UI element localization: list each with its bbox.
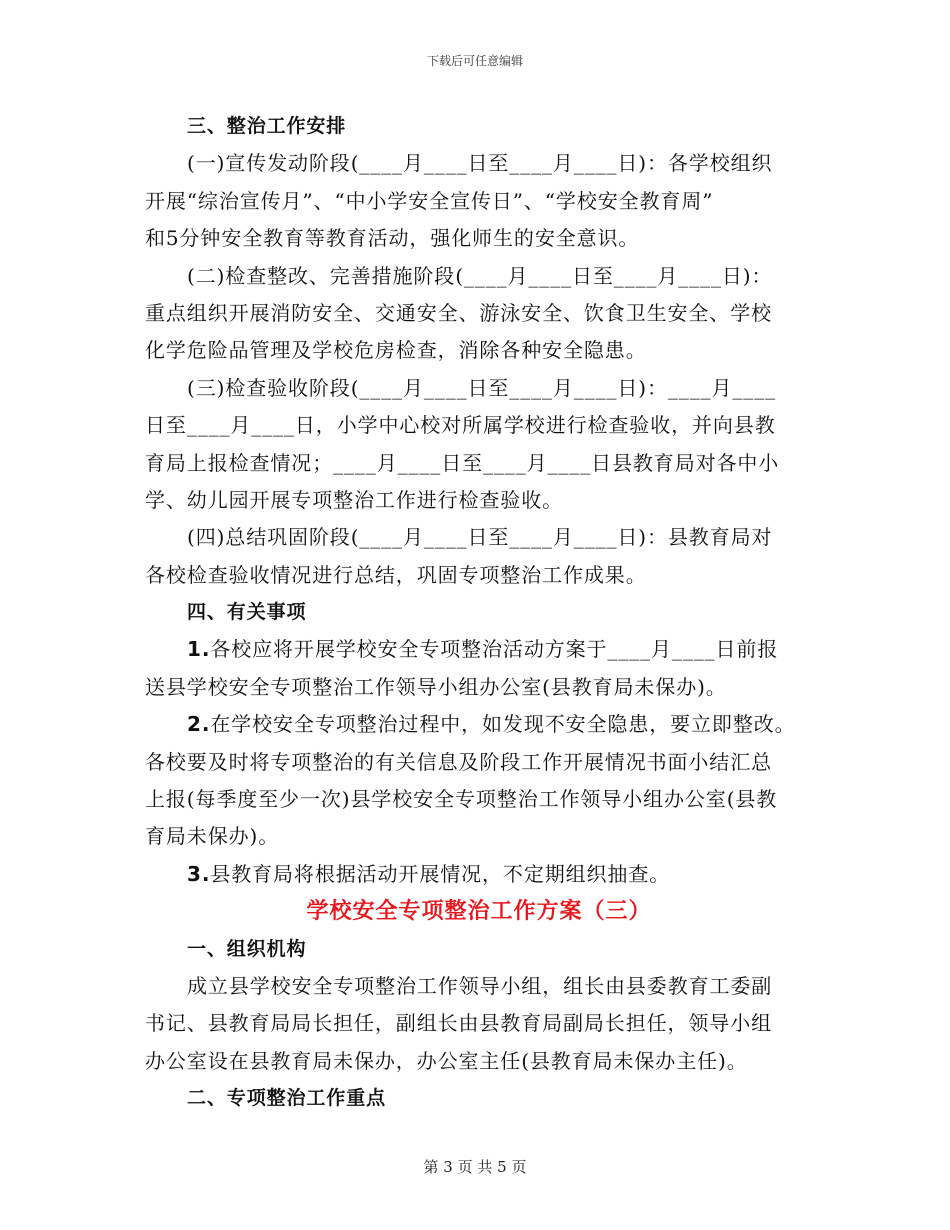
paragraph-line: (二)检查整改、完善措施阶段(____月____日至____月____日)： bbox=[187, 263, 773, 288]
paragraph-line: 成立县学校安全专项整治工作领导小组，组长由县委教育工委副 bbox=[187, 973, 773, 998]
list-item-text: 在学校安全专项整治过程中，如发现不安全隐患，要立即整改。 bbox=[210, 712, 796, 737]
paragraph-line: (四)总结巩固阶段(____月____日至____月____日)：县教育局对 bbox=[187, 525, 773, 550]
paragraph-line: 学、幼儿园开展专项整治工作进行检查验收。 bbox=[145, 487, 563, 512]
paragraph-line: 书记、县教育局局长担任，副组长由县教育局副局长担任，领导小组 bbox=[145, 1011, 772, 1036]
paragraph-line: 育局上报检查情况；____月____日至____月____日县教育局对各中小 bbox=[145, 450, 780, 475]
paragraph-line: 日至____月____日，小学中心校对所属学校进行检查验收，并向县教 bbox=[145, 413, 776, 438]
paragraph-line: 育局未保办)。 bbox=[145, 824, 280, 849]
list-item-text: 县教育局将根据活动开展情况，不定期组织抽查。 bbox=[210, 861, 671, 886]
list-item-text: 各校应将开展学校安全专项整治活动方案于____月____日前报 bbox=[210, 637, 779, 662]
paragraph-line: (三)检查验收阶段(____月____日至____月____日)：____月____ bbox=[187, 375, 777, 400]
paragraph-line: 和5分钟安全教育等教育活动，强化师生的安全意识。 bbox=[145, 226, 640, 251]
paragraph-line: 上报(每季度至少一次)县学校安全专项整治工作领导小组办公室(县教 bbox=[145, 787, 778, 812]
document-body bbox=[145, 108, 805, 1118]
paragraph-line: 办公室设在县教育局未保办，办公室主任(县教育局未保办主任)。 bbox=[145, 1048, 748, 1073]
section-heading-arrangement: 三、整治工作安排 bbox=[187, 115, 347, 137]
section-heading-focus: 二、专项整治工作重点 bbox=[187, 1087, 387, 1110]
page-footer: 第 3 页 共 5 页 bbox=[423, 1158, 527, 1176]
page-header: 下载后可任意编辑 bbox=[426, 54, 523, 68]
paragraph-line: (一)宣传发动阶段(____月____日至____月____日)：各学校组织 bbox=[187, 151, 773, 176]
list-item-number: 1. bbox=[187, 637, 211, 662]
paragraph-line: 各校检查验收情况进行总结，巩固专项整治工作成果。 bbox=[145, 562, 647, 587]
section-heading-organization: 一、组织机构 bbox=[187, 937, 307, 960]
paragraph-line: 化学危险品管理及学校危房检查，消除各种安全隐患。 bbox=[145, 338, 647, 363]
list-item bbox=[145, 856, 805, 893]
paragraph-line: 送县学校安全专项整治工作领导小组办公室(县教育局未保办)。 bbox=[145, 674, 727, 699]
list-item-number: 3. bbox=[187, 861, 211, 886]
paragraph-line: 重点组织开展消防安全、交通安全、游泳安全、饮食卫生安全、学校 bbox=[145, 300, 772, 325]
paragraph-line: 各校要及时将专项整治的有关信息及阶段工作开展情况书面小结汇总 bbox=[145, 749, 772, 774]
list-item-number: 2. bbox=[187, 712, 211, 737]
list-item bbox=[145, 706, 805, 743]
list-item bbox=[145, 631, 805, 668]
paragraph-line: 开展“综治宣传月”、“中小学安全宣传日”、“学校安全教育周” bbox=[145, 188, 714, 213]
section-heading-matters: 四、有关事项 bbox=[187, 601, 307, 624]
section-title: 学校安全专项整治工作方案（三） bbox=[306, 899, 652, 925]
